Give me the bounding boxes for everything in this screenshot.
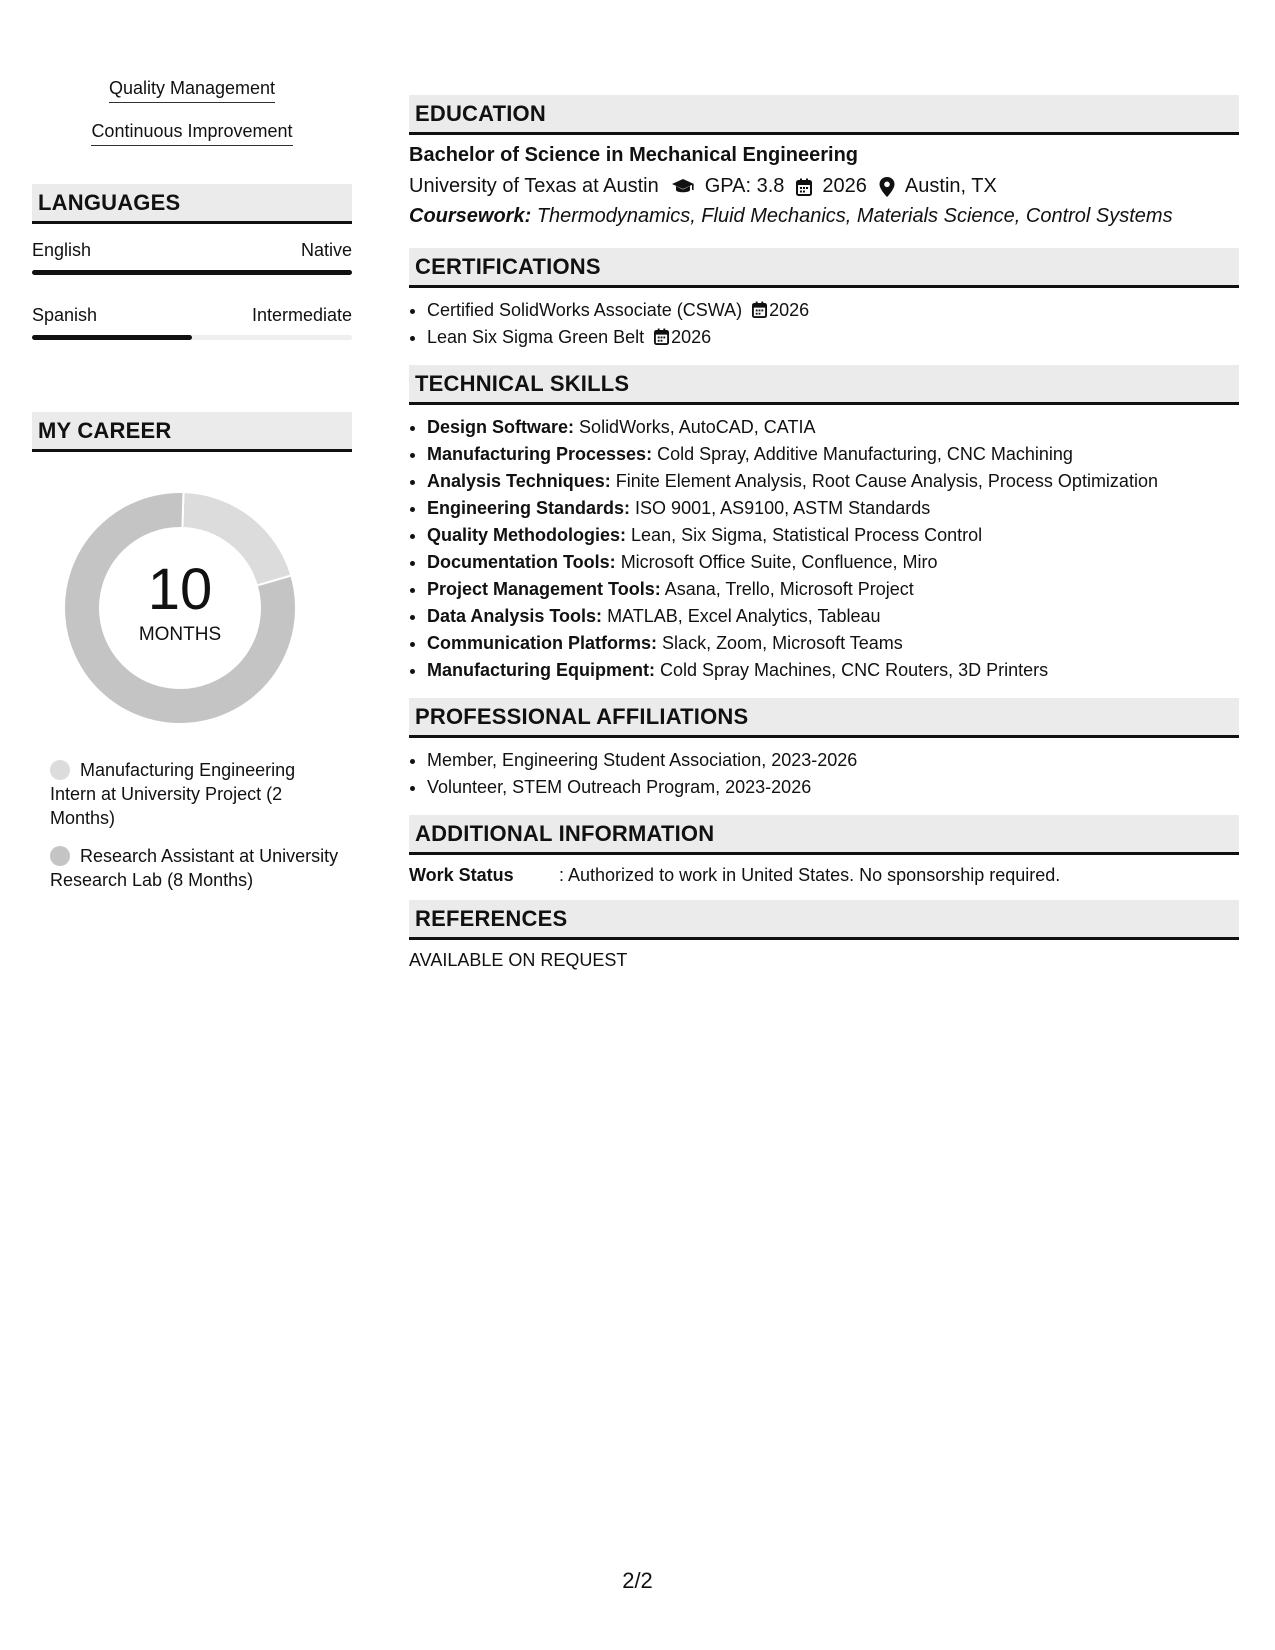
- career-total: 10: [147, 557, 213, 622]
- calendar-icon: [796, 178, 812, 196]
- language-spanish: [32, 305, 352, 340]
- school-location: Austin, TX: [904, 175, 997, 197]
- degree-title: Bachelor of Science in Mechanical Engineering: [409, 144, 859, 166]
- page-number: 2/2: [622, 1568, 653, 1593]
- career-donut-chart: [64, 492, 296, 724]
- affiliations-list: [409, 747, 1239, 801]
- list-item: • Quality Methodologies: Lean, Six Sigma, Statistical Process Control: [427, 522, 1239, 549]
- legend-dot: [50, 846, 70, 866]
- list-item: • Analysis Techniques: Finite Element Analysis, Root Cause Analysis, Process Optimization: [427, 468, 1239, 495]
- education-heading: EDUCATION: [409, 95, 1239, 135]
- references-text: AVAILABLE ON REQUEST: [409, 950, 628, 970]
- list-item: • Project Management Tools: Asana, Trello, Microsoft Project: [427, 576, 1239, 603]
- coursework-list: Thermodynamics, Fluid Mechanics, Materials Science, Control Systems: [536, 205, 1173, 227]
- gpa: GPA: 3.8: [704, 175, 785, 197]
- list-item: • Design Software: SolidWorks, AutoCAD, CATIA: [427, 414, 1239, 441]
- language-level: Intermediate: [251, 305, 352, 325]
- proficiency-fill: [32, 270, 352, 275]
- sidebar: [32, 78, 352, 906]
- proficiency-bar: [32, 335, 352, 340]
- affiliations-heading: PROFESSIONAL AFFILIATIONS: [409, 698, 1239, 738]
- career-heading: MY CAREER: [32, 412, 352, 452]
- list-item: • Volunteer, STEM Outreach Program, 2023-2026: [427, 774, 1239, 801]
- career-unit: MONTHS: [138, 624, 222, 645]
- skill-tag: Quality Management: [32, 78, 352, 103]
- additional-info-heading: ADDITIONAL INFORMATION: [409, 815, 1239, 855]
- work-status-value: : Authorized to work in United States. No sponsorship required.: [559, 865, 1061, 885]
- technical-skills-list: [409, 414, 1239, 684]
- calendar-icon: [654, 328, 669, 345]
- list-item: • Communication Platforms: Slack, Zoom, Microsoft Teams: [427, 630, 1239, 657]
- legend-dot: [50, 760, 70, 780]
- certifications-list: [409, 297, 1239, 351]
- languages-heading: LANGUAGES: [32, 184, 352, 224]
- graduation-cap-icon: [671, 178, 695, 196]
- career-legend: [50, 758, 340, 892]
- education-details: [409, 175, 1239, 198]
- language-level: Native: [300, 240, 352, 260]
- proficiency-fill: [32, 335, 192, 340]
- list-item: • Member, Engineering Student Association, 2023-2026: [427, 747, 1239, 774]
- school-name: University of Texas at Austin: [409, 175, 659, 197]
- list-item: • Certified SolidWorks Associate (CSWA) 2026: [427, 297, 1239, 324]
- list-item: • Data Analysis Tools: MATLAB, Excel Analytics, Tableau: [427, 603, 1239, 630]
- language-english: [32, 240, 352, 275]
- location-pin-icon: [879, 177, 895, 197]
- list-item: • Engineering Standards: ISO 9001, AS9100, ASTM Standards: [427, 495, 1239, 522]
- graduation-year: 2026: [822, 175, 867, 197]
- proficiency-bar: [32, 270, 352, 275]
- list-item: • Lean Six Sigma Green Belt 2026: [427, 324, 1239, 351]
- legend-item: Manufacturing Engineering Intern at University Project (2 Months): [50, 760, 296, 828]
- list-item: • Manufacturing Processes: Cold Spray, Additive Manufacturing, CNC Machining: [427, 441, 1239, 468]
- skill-tag: Continuous Improvement: [32, 121, 352, 146]
- legend-item: Research Assistant at University Research Lab (8 Months): [50, 846, 339, 890]
- language-name: English: [32, 240, 92, 260]
- coursework: [409, 205, 1239, 228]
- references-heading: REFERENCES: [409, 900, 1239, 940]
- technical-skills-heading: TECHNICAL SKILLS: [409, 365, 1239, 405]
- main-content: [409, 95, 1239, 971]
- certifications-heading: CERTIFICATIONS: [409, 248, 1239, 288]
- coursework-label: Coursework:: [409, 205, 532, 227]
- work-status: [409, 865, 1239, 886]
- list-item: • Manufacturing Equipment: Cold Spray Machines, CNC Routers, 3D Printers: [427, 657, 1239, 684]
- list-item: • Documentation Tools: Microsoft Office Suite, Confluence, Miro: [427, 549, 1239, 576]
- language-name: Spanish: [32, 305, 98, 325]
- calendar-icon: [752, 301, 767, 318]
- work-status-label: Work Status: [409, 865, 514, 885]
